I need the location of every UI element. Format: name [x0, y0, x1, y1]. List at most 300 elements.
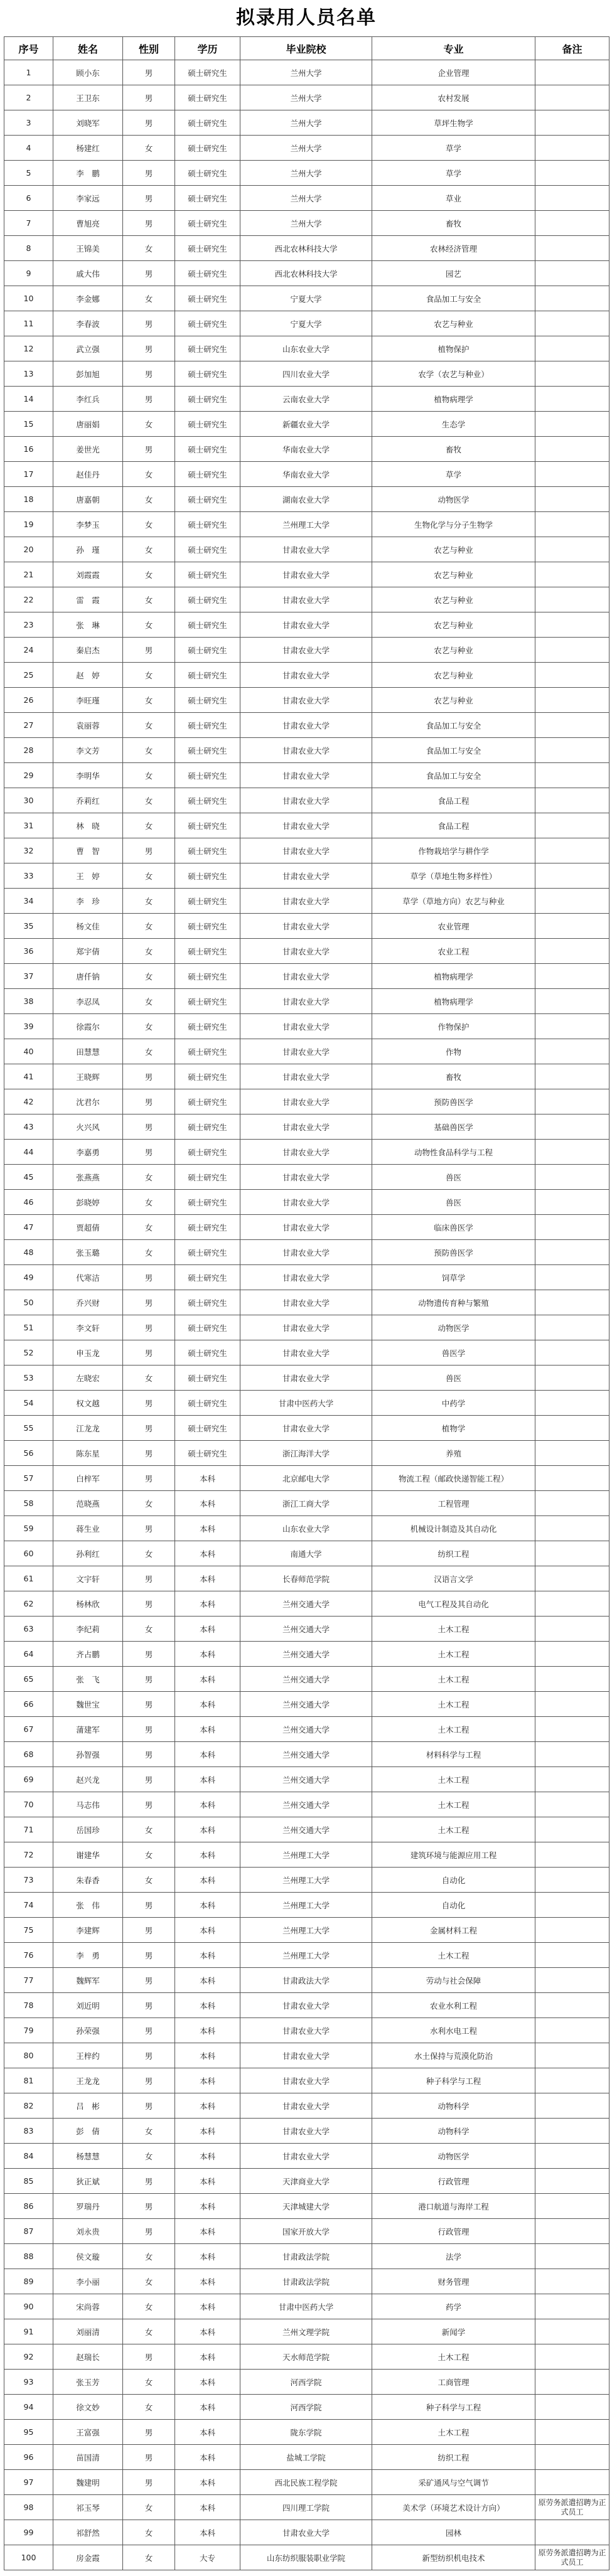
table-row: [4, 1541, 609, 1566]
cell-major: 企业管理: [372, 60, 535, 85]
cell-major: 畜牧: [372, 1064, 535, 1089]
table-row: [4, 1416, 609, 1441]
cell-note: [535, 2470, 609, 2495]
table-row: [4, 2043, 609, 2068]
cell-school: 兰州理工大学: [240, 1842, 372, 1868]
table-row: [4, 1315, 609, 1340]
cell-education: 本科: [175, 2093, 240, 2119]
cell-major: 动物科学: [372, 2093, 535, 2119]
cell-note: [535, 813, 609, 838]
cell-name: 马志伟: [53, 1792, 123, 1817]
cell-education: 本科: [175, 1491, 240, 1516]
cell-note: [535, 562, 609, 587]
cell-major: 土木工程: [372, 1642, 535, 1667]
cell-education: 硕士研究生: [175, 261, 240, 286]
cell-note: [535, 1014, 609, 1039]
cell-name: 房金霞: [53, 2545, 123, 2570]
cell-no: 15: [4, 412, 53, 437]
cell-note: [535, 1114, 609, 1140]
table-row: [4, 2370, 609, 2395]
cell-note: [535, 110, 609, 136]
cell-no: 29: [4, 763, 53, 788]
cell-gender: 男: [123, 1792, 175, 1817]
cell-gender: 男: [123, 638, 175, 663]
cell-gender: 男: [123, 1064, 175, 1089]
cell-gender: 女: [123, 2319, 175, 2344]
cell-education: 本科: [175, 1516, 240, 1541]
cell-note: [535, 889, 609, 914]
cell-name: 李春波: [53, 311, 123, 336]
cell-school: 甘肃政法学院: [240, 2269, 372, 2294]
cell-no: 62: [4, 1591, 53, 1617]
cell-gender: 女: [123, 236, 175, 261]
cell-no: 44: [4, 1140, 53, 1165]
cell-gender: 女: [123, 1240, 175, 1265]
cell-major: 食品工程: [372, 788, 535, 813]
cell-no: 16: [4, 437, 53, 462]
cell-education: 本科: [175, 2370, 240, 2395]
cell-name: 刘晓军: [53, 110, 123, 136]
cell-education: 硕士研究生: [175, 788, 240, 813]
table-row: [4, 2119, 609, 2144]
cell-gender: 男: [123, 1742, 175, 1767]
cell-major: 农艺与种业: [372, 562, 535, 587]
cell-school: 甘肃农业大学: [240, 1014, 372, 1039]
cell-school: 天津城建大学: [240, 2194, 372, 2219]
cell-major: 采矿通风与空气调节: [372, 2470, 535, 2495]
table-row: [4, 236, 609, 261]
table-row: [4, 1190, 609, 1215]
cell-note: [535, 612, 609, 638]
cell-school: 兰州理工大学: [240, 1868, 372, 1893]
cell-school: 兰州理工大学: [240, 1918, 372, 1943]
cell-education: 本科: [175, 1918, 240, 1943]
cell-name: 李金娜: [53, 286, 123, 311]
cell-note: [535, 1943, 609, 1968]
cell-education: 硕士研究生: [175, 1165, 240, 1190]
cell-education: 大专: [175, 2545, 240, 2570]
cell-school: 甘肃农业大学: [240, 1993, 372, 2018]
table-row: [4, 136, 609, 161]
table-row: [4, 2445, 609, 2470]
cell-gender: 男: [123, 1416, 175, 1441]
cell-education: 硕士研究生: [175, 1215, 240, 1240]
cell-no: 78: [4, 1993, 53, 2018]
cell-note: [535, 2169, 609, 2194]
cell-name: 孙利红: [53, 1541, 123, 1566]
cell-gender: 女: [123, 713, 175, 738]
cell-name: 祁玉琴: [53, 2495, 123, 2520]
table-row: [4, 964, 609, 989]
cell-major: 电气工程及其自动化: [372, 1591, 535, 1617]
cell-note: [535, 1642, 609, 1667]
table-row: [4, 863, 609, 889]
table-row: [4, 60, 609, 85]
cell-major: 植物病理学: [372, 989, 535, 1014]
cell-school: 甘肃中医药大学: [240, 2294, 372, 2319]
table-row: [4, 2144, 609, 2169]
table-row: [4, 2219, 609, 2244]
cell-gender: 女: [123, 939, 175, 964]
cell-note: [535, 763, 609, 788]
cell-major: 农艺与种业: [372, 537, 535, 562]
cell-school: 甘肃农业大学: [240, 964, 372, 989]
cell-major: 农艺与种业: [372, 663, 535, 688]
cell-school: 甘肃农业大学: [240, 1265, 372, 1290]
cell-note: [535, 1918, 609, 1943]
cell-gender: 女: [123, 964, 175, 989]
cell-major: 建筑环境与能源应用工程: [372, 1842, 535, 1868]
cell-school: 甘肃农业大学: [240, 713, 372, 738]
cell-no: 63: [4, 1617, 53, 1642]
cell-no: 41: [4, 1064, 53, 1089]
cell-no: 65: [4, 1667, 53, 1692]
cell-name: 乔莉红: [53, 788, 123, 813]
cell-school: 山东纺织服装职业学院: [240, 2545, 372, 2570]
table-row: [4, 462, 609, 487]
cell-name: 蒋生业: [53, 1516, 123, 1541]
cell-note: [535, 2344, 609, 2370]
cell-no: 82: [4, 2093, 53, 2119]
table-row: [4, 838, 609, 863]
cell-no: 80: [4, 2043, 53, 2068]
cell-major: 兽医: [372, 1165, 535, 1190]
cell-note: [535, 261, 609, 286]
cell-education: 硕士研究生: [175, 1089, 240, 1114]
cell-school: 国家开放大学: [240, 2219, 372, 2244]
cell-no: 14: [4, 387, 53, 412]
cell-no: 32: [4, 838, 53, 863]
cell-gender: 男: [123, 110, 175, 136]
cell-name: 张玉璐: [53, 1240, 123, 1265]
cell-note: [535, 437, 609, 462]
cell-name: 李明华: [53, 763, 123, 788]
cell-school: 云南农业大学: [240, 387, 372, 412]
cell-note: [535, 2294, 609, 2319]
cell-gender: 男: [123, 2470, 175, 2495]
cell-major: 预防兽医学: [372, 1089, 535, 1114]
cell-note: [535, 1265, 609, 1290]
document-page: [4, 0, 609, 2570]
cell-major: 食品加工与安全: [372, 738, 535, 763]
cell-education: 本科: [175, 1842, 240, 1868]
cell-name: 雷 霞: [53, 587, 123, 612]
cell-no: 33: [4, 863, 53, 889]
cell-no: 88: [4, 2244, 53, 2269]
cell-school: 甘肃农业大学: [240, 562, 372, 587]
cell-no: 3: [4, 110, 53, 136]
cell-education: 本科: [175, 1742, 240, 1767]
cell-school: 四川理工学院: [240, 2495, 372, 2520]
cell-education: 本科: [175, 1993, 240, 2018]
cell-note: [535, 2219, 609, 2244]
cell-no: 50: [4, 1290, 53, 1315]
cell-gender: 男: [123, 1943, 175, 1968]
header-note: 备注: [535, 37, 609, 60]
cell-gender: 女: [123, 2495, 175, 2520]
cell-education: 本科: [175, 2144, 240, 2169]
cell-school: 兰州大学: [240, 161, 372, 186]
cell-note: [535, 361, 609, 387]
cell-no: 39: [4, 1014, 53, 1039]
cell-education: 硕士研究生: [175, 587, 240, 612]
cell-school: 兰州理工大学: [240, 1943, 372, 1968]
cell-note: [535, 964, 609, 989]
cell-gender: 男: [123, 2420, 175, 2445]
cell-gender: 女: [123, 1617, 175, 1642]
cell-school: 河西学院: [240, 2395, 372, 2420]
cell-major: 土木工程: [372, 1792, 535, 1817]
cell-name: 王锦美: [53, 236, 123, 261]
cell-no: 23: [4, 612, 53, 638]
cell-school: 甘肃农业大学: [240, 763, 372, 788]
cell-education: 硕士研究生: [175, 60, 240, 85]
cell-name: 田慧慧: [53, 1039, 123, 1064]
cell-name: 秦启杰: [53, 638, 123, 663]
cell-major: 兽医: [372, 1190, 535, 1215]
cell-note: [535, 336, 609, 361]
table-row: [4, 1165, 609, 1190]
cell-note: [535, 1290, 609, 1315]
cell-education: 硕士研究生: [175, 286, 240, 311]
cell-school: 甘肃农业大学: [240, 1064, 372, 1089]
cell-major: 自动化: [372, 1868, 535, 1893]
cell-school: 华南农业大学: [240, 462, 372, 487]
table-row: [4, 713, 609, 738]
cell-school: 长春师范学院: [240, 1566, 372, 1591]
cell-education: 本科: [175, 1817, 240, 1842]
cell-no: 52: [4, 1340, 53, 1365]
cell-education: 本科: [175, 1617, 240, 1642]
cell-name: 魏世宝: [53, 1692, 123, 1717]
cell-education: 本科: [175, 2269, 240, 2294]
cell-note: [535, 638, 609, 663]
cell-name: 谢建华: [53, 1842, 123, 1868]
cell-note: [535, 2144, 609, 2169]
cell-note: 原劳务派遣招聘为正式员工: [535, 2495, 609, 2520]
cell-major: 农业工程: [372, 939, 535, 964]
cell-note: [535, 1993, 609, 2018]
cell-major: 农艺与种业: [372, 688, 535, 713]
cell-no: 19: [4, 512, 53, 537]
cell-education: 本科: [175, 1466, 240, 1491]
cell-gender: 女: [123, 1039, 175, 1064]
cell-major: 饲草学: [372, 1265, 535, 1290]
cell-note: [535, 1441, 609, 1466]
cell-education: 本科: [175, 2219, 240, 2244]
cell-school: 甘肃农业大学: [240, 863, 372, 889]
cell-education: 硕士研究生: [175, 1365, 240, 1391]
cell-gender: 女: [123, 487, 175, 512]
table-row: [4, 2420, 609, 2445]
cell-note: [535, 462, 609, 487]
cell-education: 硕士研究生: [175, 1039, 240, 1064]
cell-gender: 女: [123, 2395, 175, 2420]
cell-note: [535, 2244, 609, 2269]
table-row: [4, 85, 609, 110]
cell-school: 甘肃农业大学: [240, 2520, 372, 2545]
cell-note: [535, 1140, 609, 1165]
cell-no: 17: [4, 462, 53, 487]
cell-no: 71: [4, 1817, 53, 1842]
cell-name: 蒲建军: [53, 1717, 123, 1742]
cell-no: 53: [4, 1365, 53, 1391]
table-row: [4, 663, 609, 688]
cell-gender: 女: [123, 889, 175, 914]
cell-major: 农艺与种业: [372, 587, 535, 612]
cell-name: 孙智强: [53, 1742, 123, 1767]
cell-major: 园艺: [372, 261, 535, 286]
cell-note: [535, 713, 609, 738]
cell-gender: 男: [123, 387, 175, 412]
cell-school: 兰州交通大学: [240, 1792, 372, 1817]
cell-major: 农艺与种业: [372, 612, 535, 638]
cell-major: 草学: [372, 136, 535, 161]
cell-note: [535, 2520, 609, 2545]
cell-note: [535, 688, 609, 713]
cell-gender: 女: [123, 863, 175, 889]
cell-education: 本科: [175, 2169, 240, 2194]
cell-education: 硕士研究生: [175, 939, 240, 964]
cell-major: 动物遗传育种与繁殖: [372, 1290, 535, 1315]
cell-note: [535, 2319, 609, 2344]
cell-no: 34: [4, 889, 53, 914]
cell-major: 畜牧: [372, 437, 535, 462]
cell-no: 83: [4, 2119, 53, 2144]
cell-no: 58: [4, 1491, 53, 1516]
cell-name: 齐占鹏: [53, 1642, 123, 1667]
cell-education: 硕士研究生: [175, 186, 240, 211]
cell-major: 土木工程: [372, 1667, 535, 1692]
cell-education: 硕士研究生: [175, 738, 240, 763]
cell-major: 财务管理: [372, 2269, 535, 2294]
cell-name: 李纪莉: [53, 1617, 123, 1642]
cell-major: 工程管理: [372, 1491, 535, 1516]
cell-name: 刘近明: [53, 1993, 123, 2018]
cell-gender: 女: [123, 562, 175, 587]
table-row: [4, 487, 609, 512]
cell-note: [535, 487, 609, 512]
cell-no: 21: [4, 562, 53, 587]
cell-gender: 女: [123, 612, 175, 638]
table-row: [4, 2068, 609, 2093]
cell-education: 本科: [175, 1767, 240, 1792]
cell-education: 本科: [175, 2068, 240, 2093]
cell-name: 申玉龙: [53, 1340, 123, 1365]
table-row: [4, 914, 609, 939]
cell-school: 甘肃农业大学: [240, 2144, 372, 2169]
cell-school: 甘肃农业大学: [240, 914, 372, 939]
cell-note: [535, 788, 609, 813]
cell-gender: 男: [123, 2169, 175, 2194]
cell-name: 王卫东: [53, 85, 123, 110]
cell-school: 兰州交通大学: [240, 1617, 372, 1642]
cell-school: 甘肃农业大学: [240, 1165, 372, 1190]
cell-note: [535, 161, 609, 186]
cell-note: [535, 863, 609, 889]
cell-major: 作物保护: [372, 1014, 535, 1039]
cell-school: 南通大学: [240, 1541, 372, 1566]
page-title: 拟录用人员名单: [236, 7, 377, 29]
cell-major: 生态学: [372, 412, 535, 437]
cell-school: 宁夏大学: [240, 311, 372, 336]
cell-note: [535, 838, 609, 863]
cell-school: 西北民族工程学院: [240, 2470, 372, 2495]
cell-major: 生物化学与分子生物学: [372, 512, 535, 537]
cell-note: [535, 537, 609, 562]
cell-no: 30: [4, 788, 53, 813]
cell-school: 甘肃农业大学: [240, 1365, 372, 1391]
cell-name: 李 珍: [53, 889, 123, 914]
cell-name: 杨林欣: [53, 1591, 123, 1617]
cell-name: 张燕燕: [53, 1165, 123, 1190]
cell-school: 甘肃农业大学: [240, 2119, 372, 2144]
cell-school: 山东农业大学: [240, 1516, 372, 1541]
cell-note: [535, 1893, 609, 1918]
cell-name: 张 飞: [53, 1667, 123, 1692]
cell-education: 硕士研究生: [175, 1064, 240, 1089]
table-row: [4, 286, 609, 311]
cell-education: 硕士研究生: [175, 537, 240, 562]
cell-school: 兰州大学: [240, 136, 372, 161]
table-row: [4, 336, 609, 361]
cell-no: 13: [4, 361, 53, 387]
cell-education: 硕士研究生: [175, 863, 240, 889]
cell-no: 27: [4, 713, 53, 738]
cell-gender: 女: [123, 1190, 175, 1215]
cell-gender: 男: [123, 1290, 175, 1315]
cell-education: 本科: [175, 1566, 240, 1591]
cell-education: 本科: [175, 1692, 240, 1717]
table-row: [4, 1767, 609, 1792]
table-row: [4, 412, 609, 437]
cell-name: 李嘉勇: [53, 1140, 123, 1165]
cell-gender: 男: [123, 437, 175, 462]
cell-note: [535, 387, 609, 412]
cell-education: 硕士研究生: [175, 889, 240, 914]
cell-gender: 女: [123, 1014, 175, 1039]
cell-no: 20: [4, 537, 53, 562]
cell-no: 70: [4, 1792, 53, 1817]
table-row: [4, 261, 609, 286]
header-gender: 性别: [123, 37, 175, 60]
cell-school: 兰州大学: [240, 60, 372, 85]
table-row: [4, 1441, 609, 1466]
cell-major: 草坪生物学: [372, 110, 535, 136]
cell-name: 赵 婷: [53, 663, 123, 688]
cell-no: 93: [4, 2370, 53, 2395]
cell-education: 本科: [175, 1868, 240, 1893]
table-row: [4, 1617, 609, 1642]
cell-education: 硕士研究生: [175, 1114, 240, 1140]
cell-school: 西北农林科技大学: [240, 261, 372, 286]
cell-gender: 女: [123, 989, 175, 1014]
cell-note: [535, 2370, 609, 2395]
cell-gender: 男: [123, 1717, 175, 1742]
cell-name: 岳国珍: [53, 1817, 123, 1842]
cell-school: 新疆农业大学: [240, 412, 372, 437]
cell-education: 本科: [175, 1943, 240, 1968]
cell-gender: 男: [123, 2194, 175, 2219]
cell-no: 95: [4, 2420, 53, 2445]
cell-gender: 女: [123, 763, 175, 788]
cell-name: 杨慧慧: [53, 2144, 123, 2169]
cell-school: 兰州交通大学: [240, 1767, 372, 1792]
cell-gender: 女: [123, 1491, 175, 1516]
cell-note: [535, 1692, 609, 1717]
cell-school: 甘肃农业大学: [240, 663, 372, 688]
cell-note: [535, 2269, 609, 2294]
